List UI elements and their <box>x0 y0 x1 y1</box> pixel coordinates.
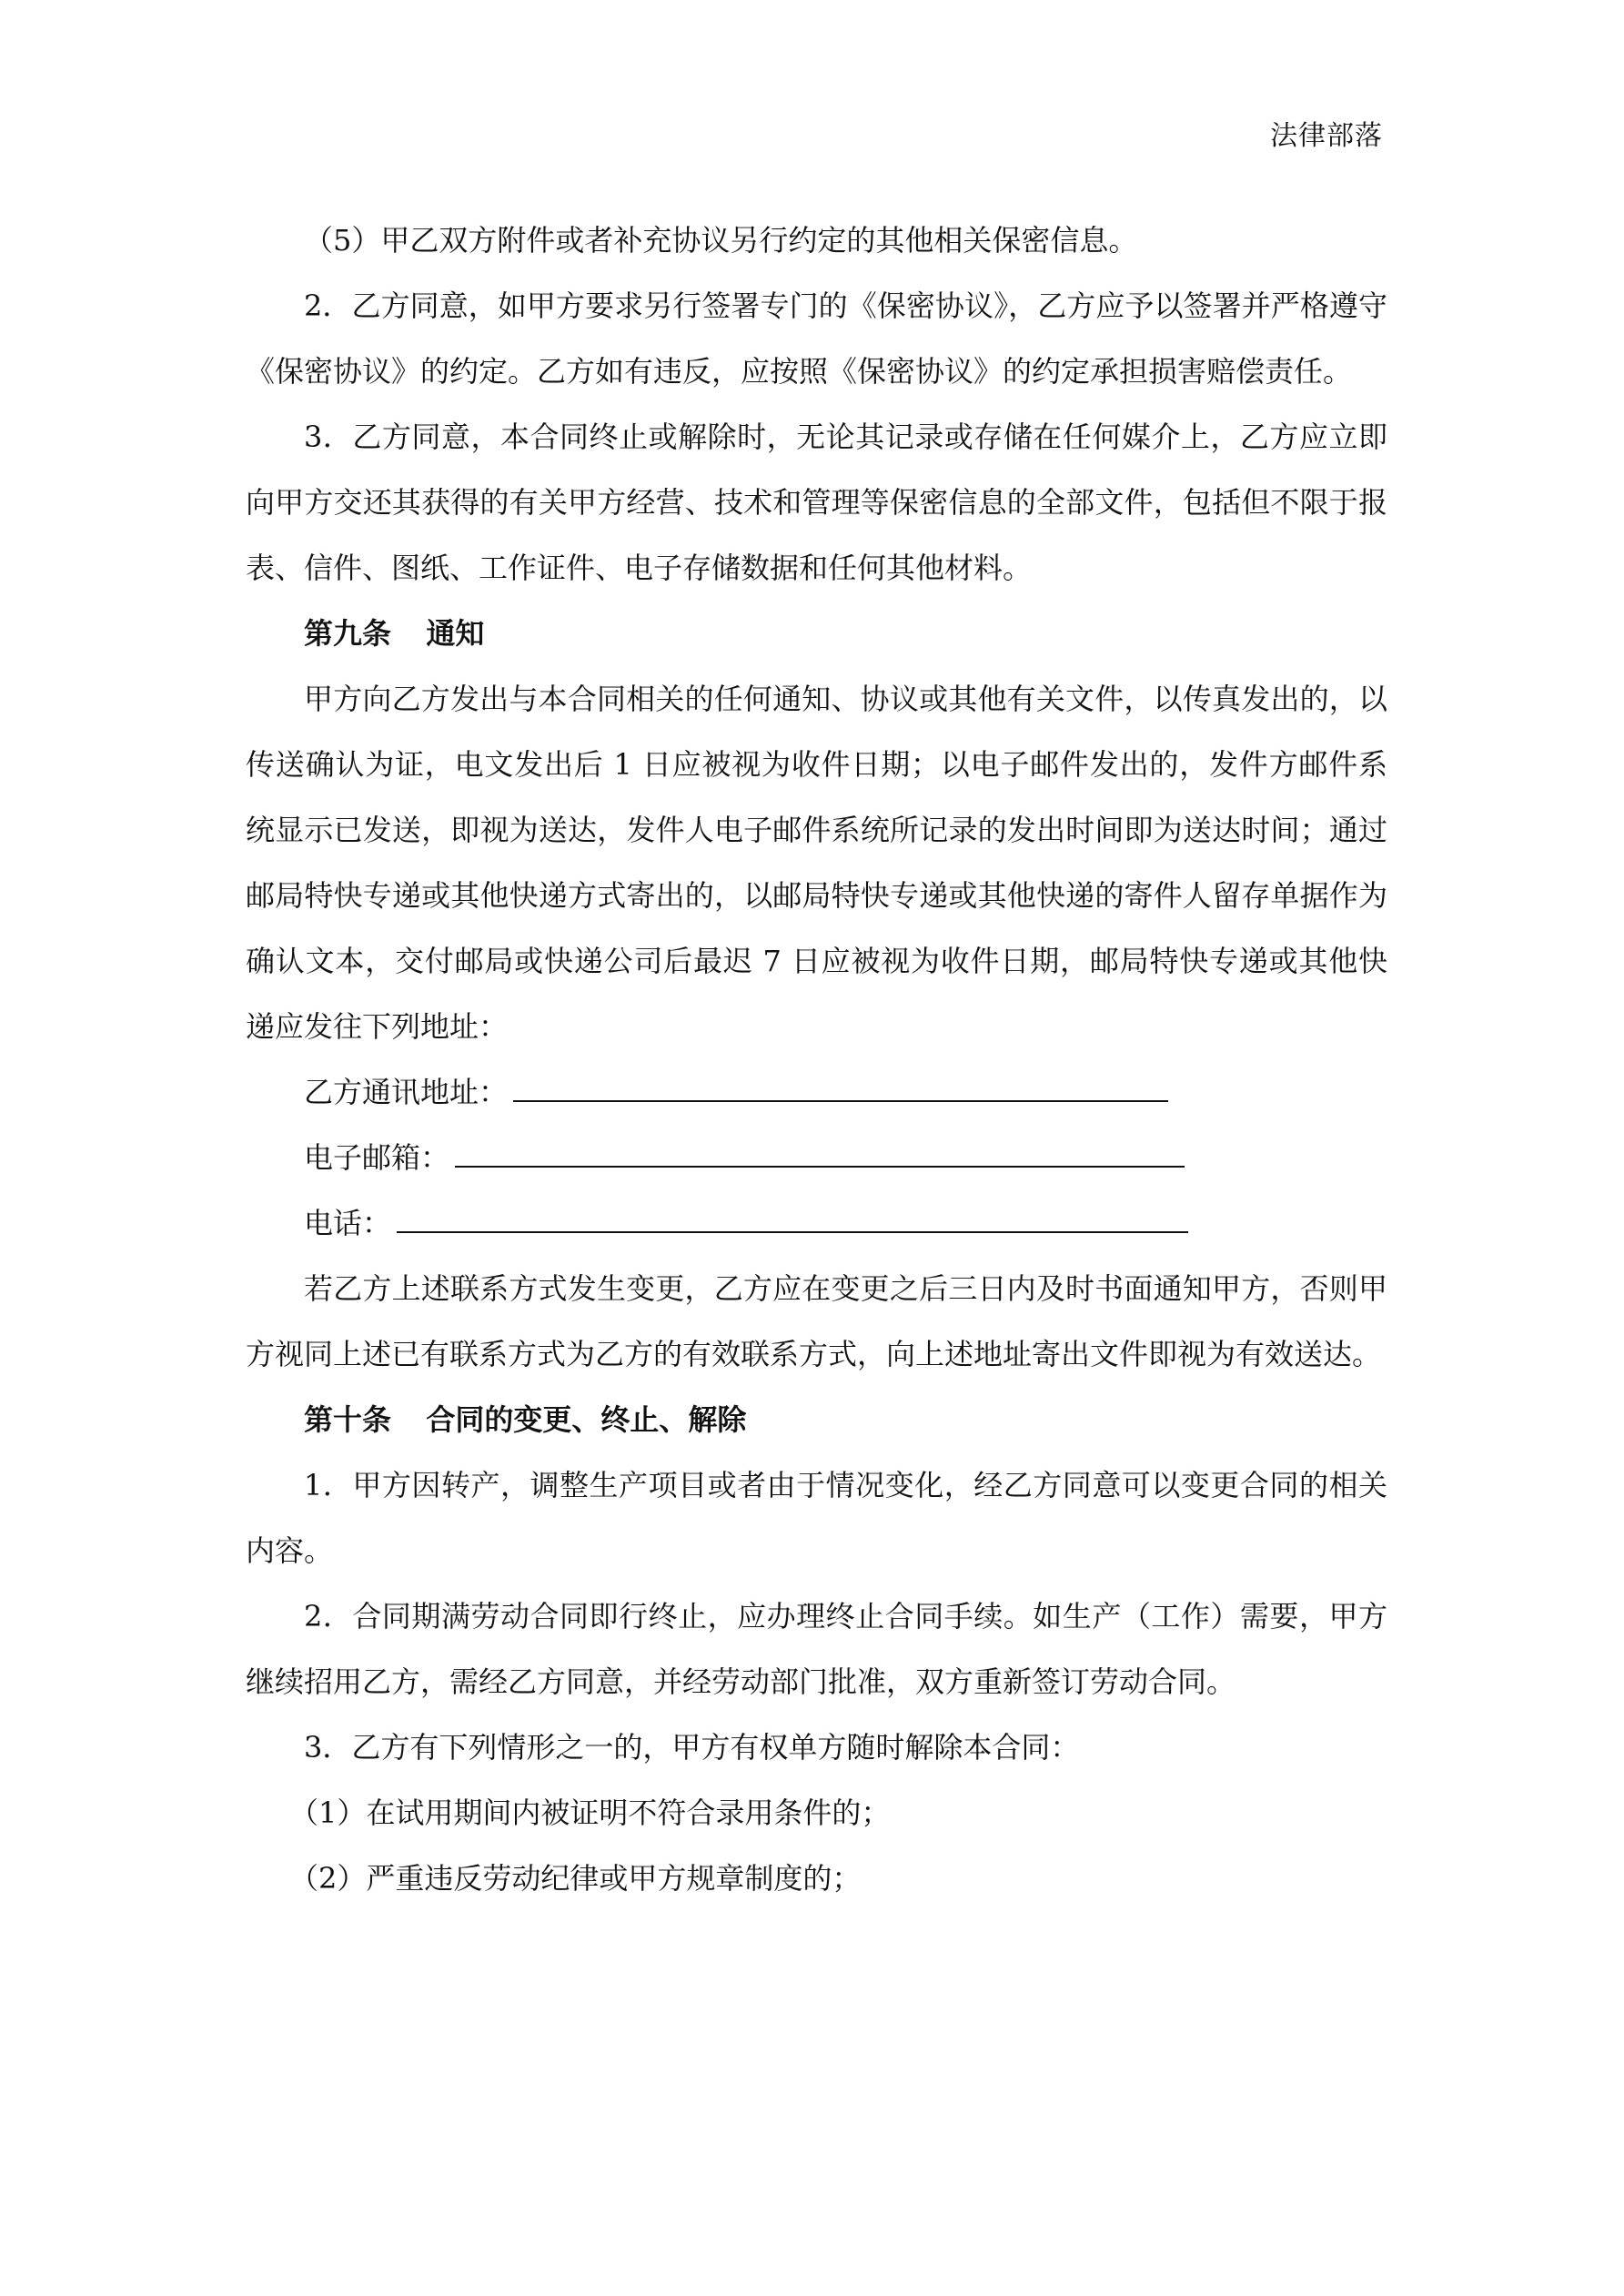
address-field-row <box>246 1059 1387 1125</box>
phone-label: 电话： <box>304 1206 392 1240</box>
phone-field-row <box>246 1190 1387 1256</box>
article-9-number: 第九条 <box>304 616 392 651</box>
article-10-number: 第十条 <box>304 1402 392 1437</box>
address-blank-line <box>513 1064 1168 1102</box>
email-blank-line <box>455 1129 1185 1168</box>
paragraph-confidentiality-agreement: 2．乙方同意，如甲方要求另行签署专门的《保密协议》，乙方应予以签署并严格遵守《保密协议》的约定。乙方如有违反，应按照《保密协议》的约定承担损害赔偿责任。 <box>246 288 1387 389</box>
phone-blank-line <box>397 1195 1188 1233</box>
article-9-heading <box>246 601 1387 666</box>
article-10-clause-3: 3．乙方有下列情形之一的，甲方有权单方随时解除本合同： <box>304 1730 1080 1765</box>
article-10-item-2: （2）严重违反劳动纪律或甲方规章制度的； <box>289 1861 862 1896</box>
article-10-clause-1: 1．甲方因转产，调整生产项目或者由于情况变化，经乙方同意可以变更合同的相关内容。 <box>246 1468 1387 1568</box>
article-10-clause-2: 2．合同期满劳动合同即行终止，应办理终止合同手续。如生产（工作）需要，甲方继续招用乙方，需经乙方同意，并经劳动部门批准，双方重新签订劳动合同。 <box>246 1599 1387 1699</box>
address-label: 乙方通讯地址： <box>304 1075 509 1109</box>
article-10-item-1: （1）在试用期间内被证明不符合录用条件的； <box>289 1795 891 1830</box>
article-9-title: 通知 <box>426 616 485 651</box>
paragraph-return-documents: 3．乙方同意，本合同终止或解除时，无论其记录或存储在任何媒介上，乙方应立即向甲方交还其获得的有关甲方经营、技术和管理等保密信息的全部文件，包括但不限于报表、信件、图纸、工作证件、电子存储数据和任何其他材料。 <box>246 420 1387 585</box>
article-9-body: 甲方向乙方发出与本合同相关的任何通知、协议或其他有关文件，以传真发出的，以传送确认为证，电文发出后 1 日应被视为收件日期；以电子邮件发出的，发件方邮件系统显示已发送，即视为送达，发件人电子邮件系统所记录的发出时间即为送达时间；通过邮局特快专递或其他快递方式寄出的，以邮局特快专递或其他快递的寄件人留存单据作为确认文本，交付邮局或快递公司后最迟 7 日应被视为收件日期，邮局特快专递或其他快递应发往下列地址： <box>246 682 1387 1044</box>
header-brand: 法律部落 <box>1270 120 1383 152</box>
email-label: 电子邮箱： <box>304 1140 450 1175</box>
document-body <box>246 207 1387 1911</box>
article-9-change-notice: 若乙方上述联系方式发生变更，乙方应在变更之后三日内及时书面通知甲方，否则甲方视同上述已有联系方式为乙方的有效联系方式，向上述地址寄出文件即视为有效送达。 <box>246 1271 1387 1371</box>
email-field-row <box>246 1125 1387 1190</box>
article-10-title: 合同的变更、终止、解除 <box>426 1402 747 1437</box>
article-10-heading <box>246 1387 1387 1452</box>
paragraph-confidential-item-5: （5）甲乙双方附件或者补充协议另行约定的其他相关保密信息。 <box>304 223 1138 258</box>
